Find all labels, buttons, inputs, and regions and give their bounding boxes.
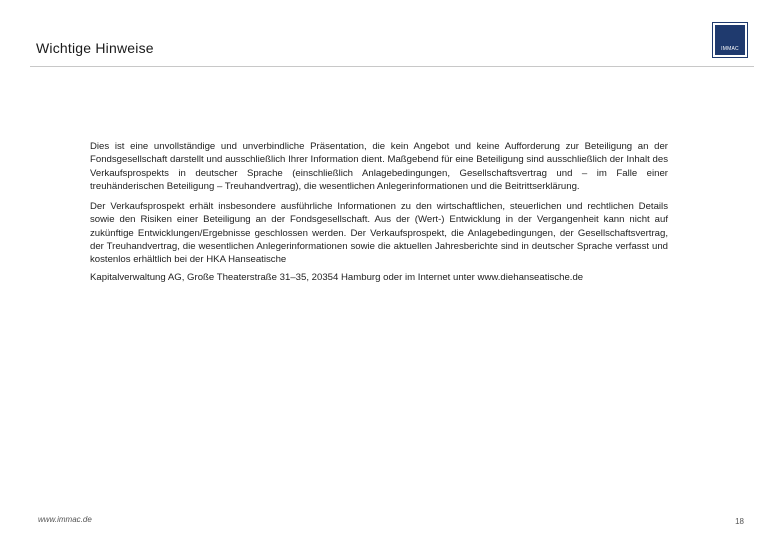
- page-title: Wichtige Hinweise: [36, 40, 154, 56]
- disclaimer-paragraph-3: Kapitalverwaltung AG, Große Theaterstraße 31–35, 20354 Hamburg oder im Internet unter www.diehanseatische.de: [90, 271, 584, 283]
- header-divider: [30, 66, 754, 67]
- disclaimer-paragraph-2: Der Verkaufsprospekt erhält insbesondere ausführliche Informationen zu den wirtschaftlichen, steuerlichen und rechtlichen Details sowie den Risiken einer Beteiligung an der Fondsgesellschaft. Aus der (Wert-) Entwicklung in der Vergangenheit kann nicht auf zukünftige Entwicklungen/Ergebnisse geschlossen werden. Der Verkaufsprospekt, die Anlagebedingungen, der Gesellschaftsvertrag, der Treuhandvertrag, die wesentlichen Anlegerinformationen sowie die aktuellen Jahresberichte sind in deutscher Sprache verfasst und kostenlos erhältlich bei der HKA Hanseatische: [90, 201, 668, 266]
- page-number: 18: [735, 517, 744, 526]
- disclaimer-paragraph-1: Dies ist eine unvollständige und unverbindliche Präsentation, die kein Angebot und keine Aufforderung zur Beteiligung an der Fondsgesellschaft darstellt und ausschließlich Ihrer Information dient. Maßgebend für eine Beteiligung sind ausschließlich der Inhalt des Verkaufsprospekts in deutscher Sprache (einschließlich Anlagebedingungen, Gesellschaftsvertrag und – im Falle einer treuhänderischen Beteiligung – Treuhandvertrag), die wesentlichen Anlegerinformationen und die Beitrittserklärung.: [90, 141, 668, 192]
- logo-text: IMMAC: [721, 46, 739, 52]
- disclaimer-body: [90, 140, 668, 284]
- footer-website-link[interactable]: www.immac.de: [38, 515, 92, 524]
- company-logo: [713, 23, 747, 57]
